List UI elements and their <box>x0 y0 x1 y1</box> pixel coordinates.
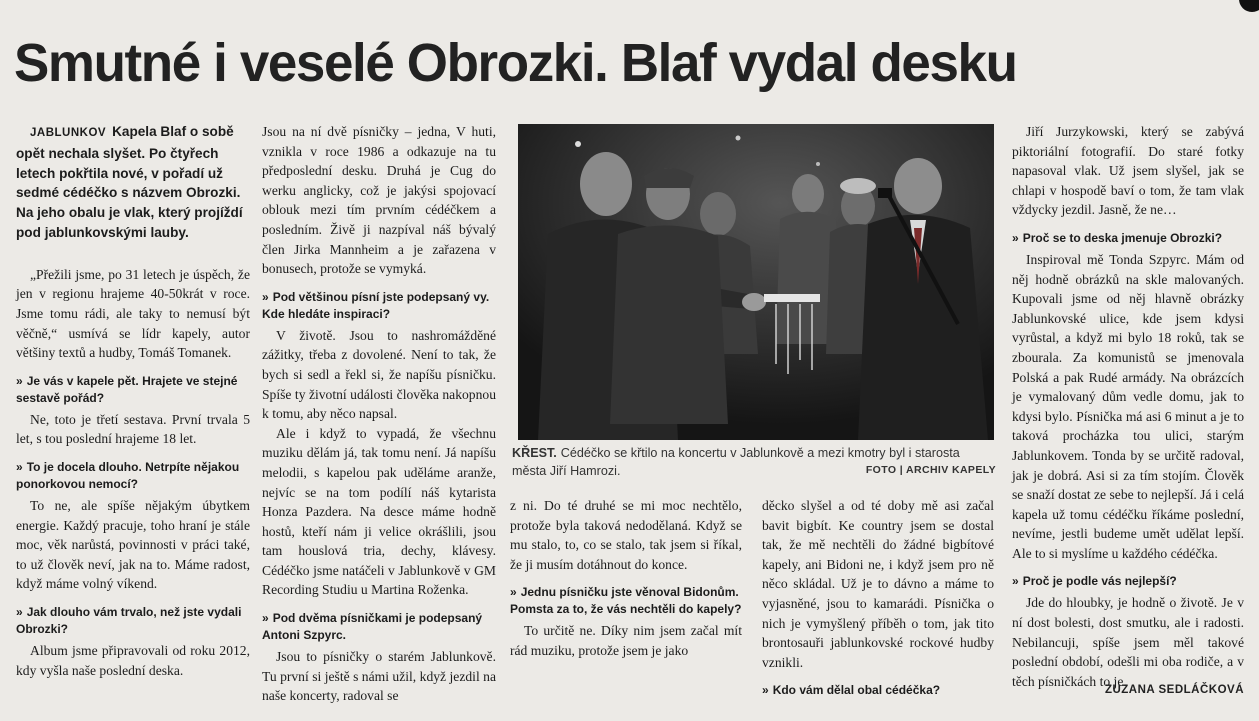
answer-paragraph: To ne, ale spíše nějakým úbytkem energie. Každý pracuje, toho hraní je stále moc, věk narůstá, povinnosti v práci také, to už člověk neví, jak na to. Máme radost, když máme volný víkend. <box>16 497 250 592</box>
answer-paragraph: Inspiroval mě Tonda Szpyrc. Mám od něj hodně obrázků na skle malovaných. Kupovali jsme od něj hlavně obrázky Jablunkovské ulice, kde jsem kdysi vyrůstal, a když mi bylo 18 roků, tak se zbourala. Za komunistů se jmenovala Polská a pak Rudé armády. Na obrázcích je vymalovaný dům vedle domu, jak to kdysi bylo. Písnička má asi 6 minut a je to taková procházka tou ulici, starým Jablunkovem. Tonda by se určitě radoval, jak je dobrá. Asi si za tím stojím. Člověk se snaží dostat ze sebe to nejlepší. Já i celá kapela už tomu cédéčku říkáme poslední, nevíme, jestli budeme umět udělat lepší. Ale to si myslíme u každého cédéčka. <box>1012 251 1244 561</box>
article-lead <box>16 122 250 243</box>
photo-credit: FOTO | ARCHIV KAPELY <box>865 464 996 476</box>
dateline: JABLUNKOV <box>30 127 107 139</box>
question-text: Jednu písničku jste věnoval Bidonům. Pomsta za to, že vás nechtěli do kapely? <box>510 585 742 617</box>
question-marker: » <box>1012 574 1019 589</box>
column-2 <box>262 122 496 706</box>
question-text: Kdo vám dělal obal cédéčka? <box>772 683 941 698</box>
page-corner-dot <box>1239 0 1259 12</box>
intro-paragraph: „Přežili jsme, po 31 letech je úspěch, že jen v regionu hrajeme 40-50krát v roce. Jsme tomu rádi, ale taky to nemusí být věčně,“ usmívá se lídr kapely, autor většiny textů a hudby, Tomáš Tomanek. <box>16 266 250 361</box>
question-marker: » <box>16 604 23 619</box>
question-text: Jak dlouho vám trvalo, než jste vydali Obrozki? <box>16 604 242 636</box>
answer-paragraph: To určitě ne. Díky nim jsem začal mít rád muziku, protože jsem je jako <box>510 623 742 658</box>
caption-text: Cédéčko se křtilo na koncertu v Jablunkově a mezi kmotry byl i starosta města Jiří Hamrozi. <box>512 446 960 478</box>
column-5 <box>1012 122 1244 691</box>
question-text: Proč je podle vás nejlepší? <box>1022 574 1177 589</box>
question <box>16 459 250 493</box>
question-marker: » <box>762 683 769 698</box>
body-paragraph: děcko slyšel a od té doby mě asi začal bavit bigbít. Ke country jsem se dostal tak, že mě nechtěli do žádné bigbítové kapely, ani Bidoni ne, i když jsem pro ně něco skládal. Už je to dávno a máme to vyjasněné, jsou to kamarádi. Písnička o nich je vymyšlený příběh o tom, jak tito brontosauři jablunkovské rockové hudby vznikli. <box>762 498 994 670</box>
question <box>510 584 742 618</box>
photo-illustration <box>518 124 994 440</box>
question <box>16 604 250 638</box>
question <box>16 373 250 407</box>
body-paragraph: Jiří Jurzykowski, který se zabývá piktoriální fotografií. Do staré fotky napasoval vlak. Už jsem slyšel, jak se chlapi v hospodě baví o tom, že tam vlak vždycky jezdil. Jasně, že ne… <box>1012 124 1244 218</box>
answer-paragraph: Ale i když to vypadá, že všechnu muziku dělám já, tak tomu není. Já napíšu melodii, s kapelou pak uděláme aranže, nejvíc se na tom podílí náš kytarista Honza Pazdera. Na desce máme hodně hostů, kteří nám ji velice okrášlili, jsou tam houslová tria, dechy, klávesy. Cédéčko jsme natáčeli v Jablunkově v GM Recording Studiu u Martina Roženka. <box>262 425 496 598</box>
question-marker: » <box>262 611 269 626</box>
question <box>262 289 496 323</box>
question <box>262 610 496 644</box>
body-paragraph: Jsou na ní dvě písničky – jedna, V huti, vznikla v roce 1986 a odkazuje na tu předposlední desku. Druhá je Cug do werku anglicky, což je jakýsi spojovací oblouk mezi tím prvním cédéčkem a posledním. Živě ji nazpíval náš bývalý člen Jirka Mannheim a je zařazena v bonusech, protože se vymyká. <box>262 124 496 277</box>
answer-paragraph: V životě. Jsou to nashromážděné zážitky, třeba z dovolené. Není to tak, že bych si sedl a řekl si, že napíšu písničku. Spíše ty životní události člověka nakopnou k tomu, aby něco napsal. <box>262 327 496 422</box>
article-headline: Smutné i veselé Obrozki. Blaf vydal desku <box>14 33 1017 93</box>
question <box>1012 573 1244 590</box>
question-marker: » <box>16 373 23 388</box>
column-4 <box>762 496 994 702</box>
question-marker: » <box>262 289 269 304</box>
question <box>762 682 994 699</box>
answer-paragraph: Ne, toto je třetí sestava. První trvala 5 let, s tou poslední hrajeme 18 let. <box>16 411 250 447</box>
question-text: Je vás v kapele pět. Hrajete ve stejné sestavě pořád? <box>16 373 238 405</box>
question-text: Proč se to deska jmenuje Obrozki? <box>1022 230 1223 245</box>
concert-photo <box>518 124 994 440</box>
question-marker: » <box>16 459 23 474</box>
lead-text: Kapela Blaf o sobě opět nechala slyšet. Po čtyřech letech pokřtila nové, v pořadí už sedmé cédéčko s názvem Obrozki. Na jeho obalu je vlak, který projíždí pod jablunkovskými lauby. <box>16 124 243 240</box>
question-text: Pod většinou písní jste podepsaný vy. Kde hledáte inspiraci? <box>262 289 490 321</box>
author-byline: ZUZANA SEDLÁČKOVÁ <box>1104 684 1244 696</box>
body-paragraph: z ni. Do té druhé se mi moc nechtělo, protože byla taková nedodělaná. Když se mu stalo, to, co se stalo, tak jsem si říkal, že ji musím dotáhnout do konce. <box>510 498 742 572</box>
question-text: To je docela dlouho. Netrpíte nějakou ponorkovou nemocí? <box>16 459 240 491</box>
caption-keyword: KŘEST. <box>512 446 557 460</box>
column-1 <box>16 122 250 680</box>
answer-paragraph: Album jsme připravovali od roku 2012, kdy vyšla naše poslední deska. <box>16 642 250 678</box>
answer-paragraph: Jsou to písničky o starém Jablunkově. Tu první si ještě s námi užil, když jezdil na naše koncerty, radoval se <box>262 649 496 704</box>
column-3 <box>510 496 742 661</box>
question <box>1012 230 1244 247</box>
answer-paragraph: Jde do hloubky, je hodně o životě. Je v ní dost bolesti, dost smutku, ale i radosti. Nebilancuji, spíše jsem měl takové poslední období, odešli mi oba rodiče, a v těch písničkách to je. <box>1012 595 1244 689</box>
question-marker: » <box>510 585 517 600</box>
question-marker: » <box>1012 230 1019 245</box>
question-text: Pod dvěma písničkami je podepsaný Antoni Szpyrc. <box>262 611 483 643</box>
